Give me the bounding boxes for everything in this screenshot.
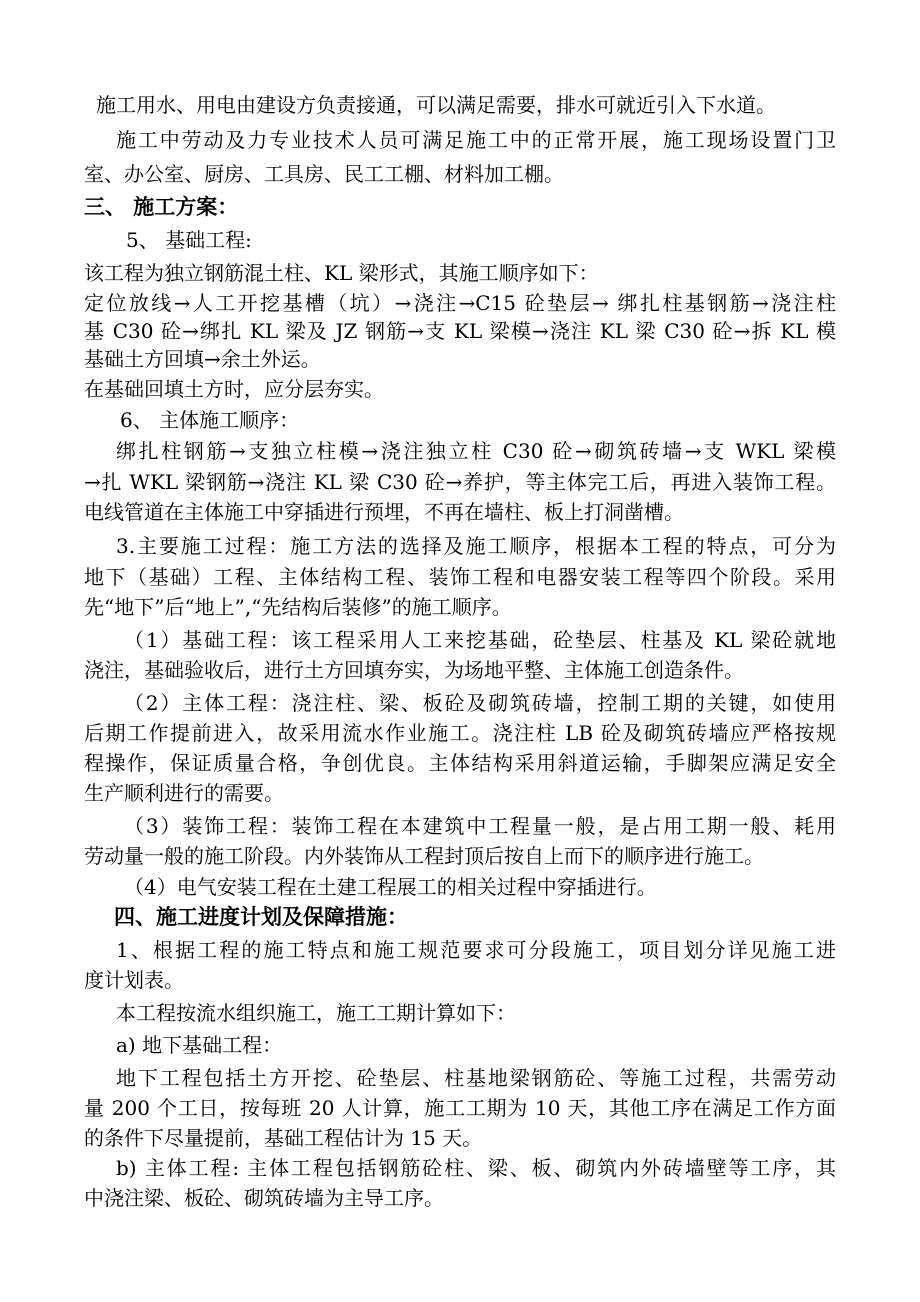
paragraph-line: （3）装饰工程：装饰工程在本建筑中工程量一般，是占用工期一般、耗用 [124,814,836,838]
paragraph-line: 该工程为独立钢筋混土柱、KL 梁形式，其施工顺序如下： [84,261,599,285]
subsection-heading: a) 地下基础工程： [116,1033,283,1057]
subsection-heading: 5、 基础工程: [126,228,252,252]
paragraph-line: 中浇注梁、板砼、砌筑砖墙为主导工序。 [84,1186,444,1210]
paragraph-line: 的条件下尽量提前，基础工程估计为 15 天。 [84,1126,483,1150]
paragraph-line: 浇注，基础验收后，进行土方回填夯实，为场地平整、主体施工创造条件。 [84,658,744,682]
paragraph-line: 地下工程包括土方开挖、砼垫层、柱基地梁钢筋砼、等施工过程，共需劳动 [116,1066,836,1090]
paragraph-line: 基 C30 砼→绑扎 KL 梁及 JZ 钢筋→支 KL 梁模→浇注 KL 梁 C30 砼→拆 KL 模 [84,319,836,343]
paragraph-line: 后期工作提前进入，故采用流水作业施工。浇注柱 LB 砼及砌筑砖墙应严格按规 [84,721,836,745]
paragraph-line: （1）基础工程：该工程采用人工来挖基础，砼垫层、柱基及 KL 梁砼就地 [124,628,836,652]
paragraph-line: 3.主要施工过程：施工方法的选择及施工顺序，根据本工程的特点，可分为 [116,534,836,558]
paragraph-line: （4）电气安装工程在土建工程展工的相关过程中穿插进行。 [124,875,657,899]
paragraph-line: 基础土方回填→余土外运。 [84,347,321,371]
paragraph-line: 室、办公室、厨房、工具房、民工工棚、材料加工棚。 [84,162,564,186]
paragraph-line: 地下（基础）工程、主体结构工程、装饰工程和电器安装工程等四个阶段。采用 [84,565,836,589]
paragraph-line: 劳动量一般的施工阶段。内外装饰从工程封顶后按自上而下的顺序进行施工。 [84,844,764,868]
paragraph-line: 度计划表。 [84,968,184,992]
paragraph-line: 量 200 个工日，按每班 20 人计算，施工工期为 10 天，其他工序在满足工作方面 [84,1096,836,1120]
paragraph-line: 施工用水、用电由建设方负责接通，可以满足需要，排水可就近引入下水道。 [96,93,776,117]
section-heading: 四、施工进度计划及保障措施： [114,904,408,929]
paragraph-line: （2）主体工程：浇注柱、梁、板砼及砌筑砖墙，控制工期的关键，如使用 [124,691,836,715]
paragraph-line: 施工中劳动及力专业技术人员可满足施工中的正常开展，施工现场设置门卫 [116,128,836,152]
paragraph-line: 程操作，保证质量合格，争创优良。主体结构采用斜道运输，手脚架应满足安全 [84,751,836,775]
paragraph-line: 电线管道在主体施工中穿插进行预埋，不再在墙柱、板上打洞凿槽。 [84,500,684,524]
paragraph-line: 绑扎柱钢筋→支独立柱模→浇注独立柱 C30 砼→砌筑砖墙→支 WKL 梁模 [116,439,836,463]
section-heading: 三、 施工方案： [84,194,239,219]
paragraph-line: 定位放线→人工开挖基槽（坑）→浇注→C15 砼垫层→ 绑扎柱基钢筋→浇注柱 [84,291,836,315]
paragraph-line: b) 主体工程: 主体工程包括钢筋砼柱、梁、板、砌筑内外砖墙壁等工序，其 [116,1156,836,1180]
subsection-heading: 6、 主体施工顺序： [120,408,300,432]
paragraph-line: 生产顺利进行的需要。 [84,781,284,805]
paragraph-line: 先“地下”后“地上”,“先结构后装修”的施工顺序。 [84,595,512,619]
paragraph-line: →扎 WKL 梁钢筋→浇注 KL 梁 C30 砼→养护，等主体完工后，再进入装饰工程。 [84,470,836,494]
paragraph-line: 1、根据工程的施工特点和施工规范要求可分段施工，项目划分详见施工进 [116,938,836,962]
paragraph-line: 在基础回填土方时，应分层夯实。 [84,377,384,401]
paragraph-line: 本工程按流水组织施工，施工工期计算如下： [116,1001,516,1025]
